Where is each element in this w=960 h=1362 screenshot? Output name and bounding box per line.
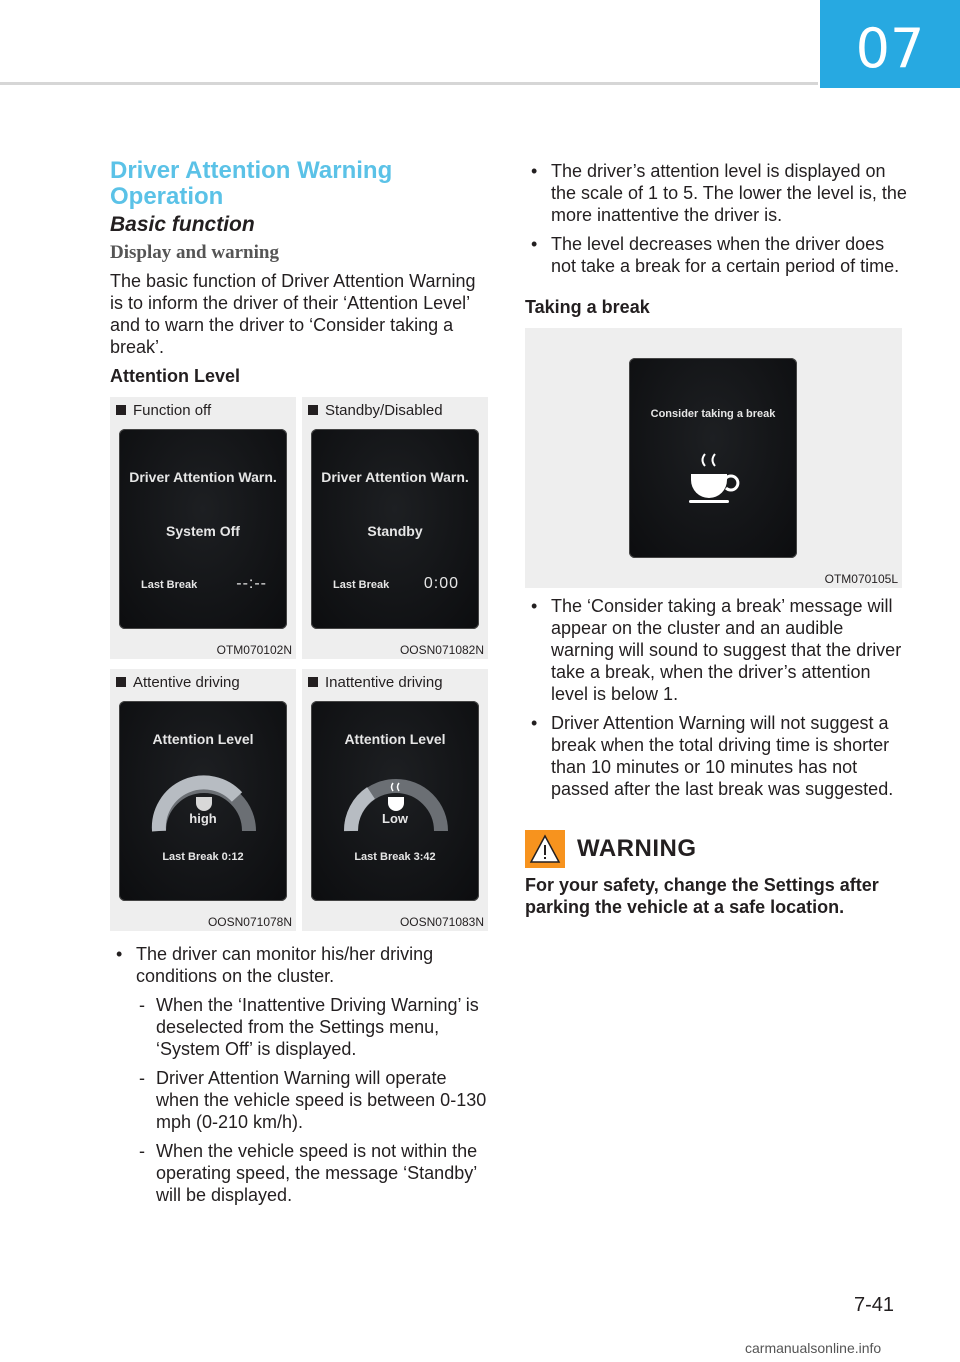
last-break-label: Last Break — [141, 579, 198, 591]
square-bullet-icon — [116, 677, 126, 687]
figure-caption: Attentive driving — [116, 674, 240, 691]
figure-code: OOSN071078N — [207, 915, 292, 929]
intro-paragraph: The basic function of Driver Attention Warning is to inform the driver of their ‘Attention Level’ and to warn the driver to ‘Consider taking a break’. — [110, 271, 476, 357]
cluster-screen — [311, 701, 479, 901]
figure-attentive — [110, 669, 296, 931]
right-column — [525, 160, 910, 918]
figure-code: OOSN071082N — [399, 643, 484, 657]
bullet-item: • Driver Attention Warning will not suggest a break when the total driving time is shorter than 10 minutes or 10 minutes has not passed after the last break was suggested. — [525, 712, 910, 800]
figure-taking-break — [525, 328, 902, 588]
figure-caption: Inattentive driving — [308, 674, 443, 691]
subsubsection-title: Display and warning — [110, 242, 279, 263]
dash-item: - When the vehicle speed is not within the operating speed, the message ‘Standby’ will be displayed. — [136, 1140, 492, 1206]
screen-title: Attention Level — [344, 731, 446, 747]
warning-title: WARNING — [577, 835, 697, 862]
figure-function-off — [110, 397, 296, 659]
warning-triangle-icon — [529, 834, 561, 864]
cluster-screen — [119, 701, 287, 901]
coffee-cup-icon — [685, 450, 741, 506]
attention-level-value: high — [189, 811, 217, 826]
last-break-value: 0:00 — [423, 575, 459, 592]
attention-level-label: Attention Level — [110, 366, 241, 386]
square-bullet-icon — [308, 677, 318, 687]
last-break-line: Last Break 3:42 — [354, 851, 436, 863]
section-title: Driver Attention Warning Operation — [110, 157, 393, 210]
figure-standby — [302, 397, 488, 659]
screen-title: Driver Attention Warn. — [129, 469, 277, 485]
screen-title: Driver Attention Warn. — [321, 469, 469, 485]
last-break-label: Last Break — [333, 579, 390, 591]
bullet-item: • The level decreases when the driver does not take a break for a certain period of time. — [525, 233, 910, 277]
dash-item: - When the ‘Inattentive Driving Warning’ is deselected from the Settings menu, ‘System Off’ is displayed. — [136, 994, 492, 1060]
attention-level-value: Low — [382, 811, 408, 826]
taking-break-title: Taking a break — [525, 297, 650, 317]
figure-code: OTM070102N — [216, 643, 292, 657]
warning-badge — [525, 830, 565, 868]
watermark: carmanualsonline.info — [745, 1340, 882, 1356]
screen-status: Standby — [367, 523, 423, 539]
cluster-screen — [629, 358, 797, 558]
figure-code: OTM070105L — [824, 572, 898, 586]
figure-caption: Function off — [116, 402, 211, 419]
last-break-line: Last Break 0:12 — [162, 851, 244, 863]
square-bullet-icon — [308, 405, 318, 415]
header-rule — [0, 82, 818, 85]
dash-item: - Driver Attention Warning will operate when the vehicle speed is between 0-130 mph (0-210 km/h). — [136, 1067, 492, 1133]
subsection-title: Basic function — [110, 213, 255, 236]
cluster-screen — [311, 429, 479, 629]
cluster-screen — [119, 429, 287, 629]
left-column — [110, 158, 490, 387]
figure-inattentive — [302, 669, 488, 931]
warning-box — [525, 830, 910, 918]
attention-gauge-icon — [149, 761, 259, 841]
screen-title: Attention Level — [152, 731, 254, 747]
warning-text: For your safety, change the Settings after parking the vehicle at a safe location. — [525, 875, 879, 917]
chapter-tab: 07 — [820, 0, 960, 88]
page-number: 7-41 — [854, 1294, 895, 1316]
bullet-item: • The driver’s attention level is displayed on the scale of 1 to 5. The lower the level is, the more inattentive the driver is. — [525, 160, 910, 226]
attention-gauge-icon — [341, 761, 451, 841]
left-bullets — [110, 936, 492, 1206]
bullet-item: • The ‘Consider taking a break’ message will appear on the cluster and an audible warning will sound to suggest that the driver take a break, when the driver’s attention level is below 1. — [525, 595, 910, 705]
square-bullet-icon — [116, 405, 126, 415]
screen-status: System Off — [166, 523, 240, 539]
bullet-item: • The driver can monitor his/her driving conditions on the cluster. - When the ‘Inattentive Driving Warning’ is deselected from the Settings menu, ‘System Off’ is displayed. - Driver Attention Warning will operate when the vehicle speed is between 0-130 mph (0-210 km/h). - When the vehicle speed is not within the operating speed, the message ‘Standby’ will be displayed. — [110, 943, 492, 1206]
break-message: Consider taking a break — [650, 408, 776, 420]
last-break-value: --:-- — [236, 575, 267, 592]
figure-caption: Standby/Disabled — [308, 402, 443, 419]
figure-code: OOSN071083N — [399, 915, 484, 929]
